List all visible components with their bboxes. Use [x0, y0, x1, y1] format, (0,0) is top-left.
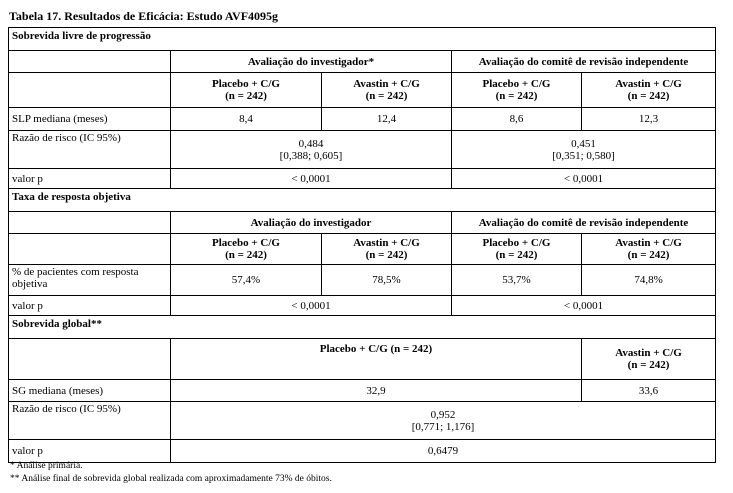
- value-cell: 8,4: [171, 108, 322, 131]
- row-label: SLP mediana (meses): [9, 108, 171, 131]
- value-cell: 12,4: [322, 108, 452, 131]
- section-orr: Taxa de resposta objetiva: [9, 189, 716, 212]
- value-cell: 74,8%: [582, 265, 716, 296]
- value-cell: < 0,0001: [452, 296, 716, 316]
- row-label: valor p: [9, 296, 171, 316]
- group-committee: Avaliação do comitê de revisão independente: [452, 212, 716, 234]
- value-cell: 32,9: [171, 380, 582, 402]
- group-committee: Avaliação do comitê de revisão independente: [452, 51, 716, 73]
- value-cell: < 0,0001: [171, 169, 452, 189]
- section-pfs: Sobrevida livre de progressão: [9, 28, 716, 51]
- value-cell: 12,3: [582, 108, 716, 131]
- row-label: valor p: [9, 169, 171, 189]
- value-cell: 0,484 [0,388; 0,605]: [171, 131, 452, 169]
- value-cell: 78,5%: [322, 265, 452, 296]
- value-cell: 0,451 [0,351; 0,580]: [452, 131, 716, 169]
- value-cell: 57,4%: [171, 265, 322, 296]
- empty-cell: [9, 212, 171, 234]
- row-label: valor p: [9, 440, 171, 463]
- row-label: Razão de risco (IC 95%): [9, 402, 171, 440]
- row-label: SG mediana (meses): [9, 380, 171, 402]
- footnote: ** Análise final de sobrevida global realizada com aproximadamente 73% de óbitos.: [10, 474, 332, 484]
- value-cell: 33,6: [582, 380, 716, 402]
- col-header-avastin: Avastin + C/G (n = 242): [322, 73, 452, 108]
- col-header-placebo: Placebo + C/G (n = 242): [171, 339, 582, 380]
- row-label: % de pacientes com resposta objetiva: [9, 265, 171, 296]
- col-header-avastin: Avastin + C/G (n = 242): [322, 234, 452, 265]
- value-cell: 0,952 [0,771; 1,176]: [171, 402, 716, 440]
- col-header-avastin: Avastin + C/G (n = 242): [582, 339, 716, 380]
- col-header-placebo: Placebo + C/G (n = 242): [452, 234, 582, 265]
- table-title: Tabela 17. Resultados de Eficácia: Estudo AVF4095g: [9, 9, 279, 23]
- col-header-placebo: Placebo + C/G (n = 242): [171, 234, 322, 265]
- row-label: Razão de risco (IC 95%): [9, 131, 171, 169]
- col-header-placebo: Placebo + C/G (n = 242): [171, 73, 322, 108]
- value-cell: 0,6479: [171, 440, 716, 463]
- col-header-avastin: Avastin + C/G (n = 242): [582, 73, 716, 108]
- efficacy-table: [8, 27, 716, 463]
- value-cell: 53,7%: [452, 265, 582, 296]
- empty-cell: [9, 73, 171, 108]
- section-os: Sobrevida global**: [9, 316, 716, 339]
- col-header-placebo: Placebo + C/G (n = 242): [452, 73, 582, 108]
- value-cell: < 0,0001: [171, 296, 452, 316]
- footnote: * Análise primária.: [10, 461, 83, 471]
- empty-cell: [9, 234, 171, 265]
- group-investigator: Avaliação do investigador: [171, 212, 452, 234]
- value-cell: 8,6: [452, 108, 582, 131]
- empty-cell: [9, 51, 171, 73]
- empty-cell: [9, 339, 171, 380]
- group-investigator: Avaliação do investigador*: [171, 51, 452, 73]
- col-header-avastin: Avastin + C/G (n = 242): [582, 234, 716, 265]
- value-cell: < 0,0001: [452, 169, 716, 189]
